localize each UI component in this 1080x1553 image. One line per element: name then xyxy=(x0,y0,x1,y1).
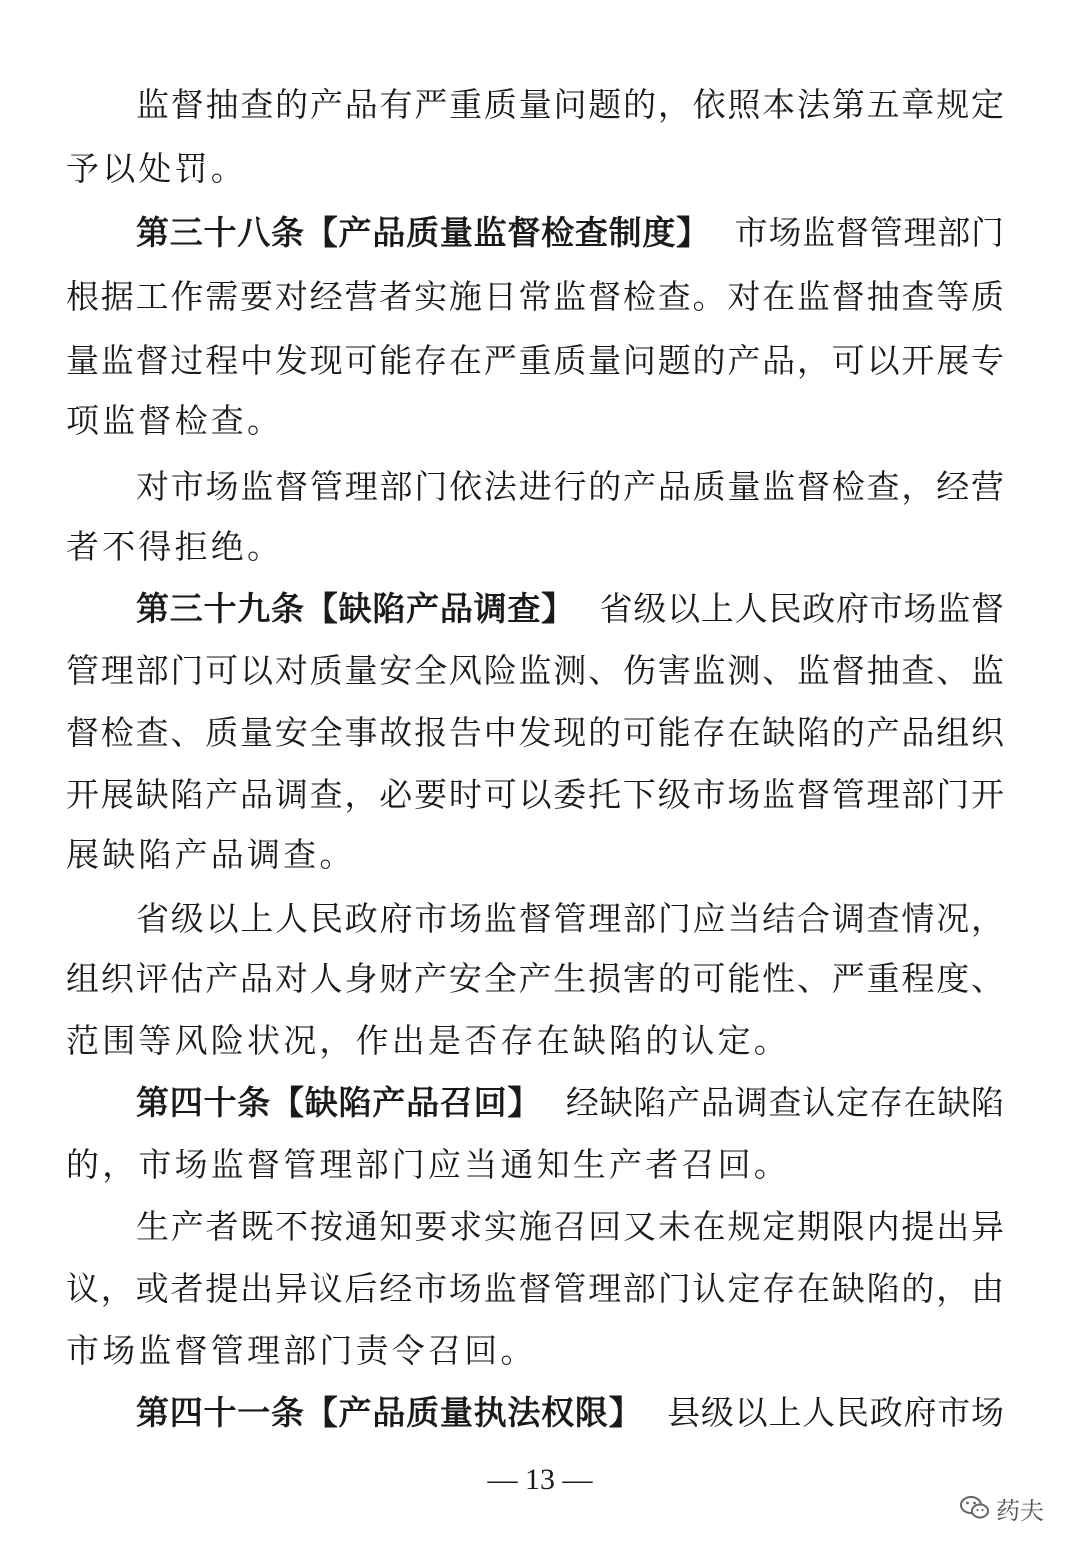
article-39-line xyxy=(136,578,1004,640)
line-text: 范围等风险状况，作出是否存在缺陷的认定。 xyxy=(66,1021,790,1060)
body-line xyxy=(66,1134,790,1196)
body-line xyxy=(66,1258,1004,1320)
line-text: 议，或者提出异议后经市场监督管理部门认定存在缺陷的，由 xyxy=(66,1269,1004,1308)
body-line xyxy=(66,1010,790,1072)
line-text: 项监督检查。 xyxy=(66,401,284,440)
line-text: 市场监督管理部门责令召回。 xyxy=(66,1331,537,1370)
watermark-text: 药夫 xyxy=(996,1496,1044,1525)
body-line xyxy=(66,516,283,578)
body-line xyxy=(66,824,356,886)
article-heading: 第四十一条【产品质量执法权限】 xyxy=(136,1393,643,1432)
article-heading: 第三十九条【缺陷产品调查】 xyxy=(136,589,575,628)
body-line xyxy=(66,266,1004,328)
article-heading: 第四十条【缺陷产品召回】 xyxy=(136,1083,542,1122)
article-40-line xyxy=(136,1072,1004,1134)
body-line xyxy=(136,1196,1004,1258)
body-line xyxy=(136,456,1004,518)
line-text: 管理部门可以对质量安全风险监测、伤害监测、监督抽查、监 xyxy=(66,651,1004,690)
body-line xyxy=(136,74,1004,136)
line-text: 者不得拒绝。 xyxy=(66,527,284,566)
line-text: 展缺陷产品调查。 xyxy=(66,835,356,874)
body-line xyxy=(66,640,1004,702)
article-heading: 第三十八条【产品质量监督检查制度】 xyxy=(136,213,710,252)
body-line xyxy=(66,1320,537,1382)
body-line xyxy=(66,138,247,200)
page-number: — 13 — xyxy=(487,1463,593,1496)
body-line xyxy=(66,764,1004,826)
line-text: 省级以上人民政府市场监督 xyxy=(598,589,1005,628)
line-text: 经缺陷产品调查认定存在缺陷 xyxy=(565,1083,1005,1122)
body-line xyxy=(66,390,283,452)
line-text: 根据工作需要对经营者实施日常监督检查。对在监督抽查等质 xyxy=(66,277,1004,316)
line-text: 省级以上人民政府市场监督管理部门应当结合调查情况， xyxy=(136,899,1004,938)
body-line xyxy=(136,888,1004,950)
article-38-line xyxy=(136,202,1004,264)
line-text: 督检查、质量安全事故报告中发现的可能存在缺陷的产品组织 xyxy=(66,713,1004,752)
line-text: 予以处罚。 xyxy=(66,149,247,188)
line-text: 县级以上人民政府市场 xyxy=(666,1393,1005,1432)
line-text: 生产者既不按通知要求实施召回又未在规定期限内提出异 xyxy=(136,1207,1004,1246)
line-text: 市场监督管理部门 xyxy=(733,213,1005,252)
body-line xyxy=(66,948,1004,1010)
article-41-line xyxy=(136,1382,1004,1444)
wechat-icon xyxy=(960,1495,990,1521)
line-text: 组织评估产品对人身财产安全产生损害的可能性、严重程度、 xyxy=(66,959,1004,998)
line-text: 监督抽查的产品有严重质量问题的，依照本法第五章规定 xyxy=(136,85,1004,124)
watermark xyxy=(960,1488,1044,1528)
line-text: 对市场监督管理部门依法进行的产品质量监督检查，经营 xyxy=(136,467,1004,506)
line-text: 开展缺陷产品调查，必要时可以委托下级市场监督管理部门开 xyxy=(66,775,1004,814)
body-line xyxy=(66,330,1004,392)
line-text: 量监督过程中发现可能存在严重质量问题的产品，可以开展专 xyxy=(66,341,1004,380)
body-line xyxy=(66,702,1004,764)
line-text: 的，市场监督管理部门应当通知生产者召回。 xyxy=(66,1145,790,1184)
